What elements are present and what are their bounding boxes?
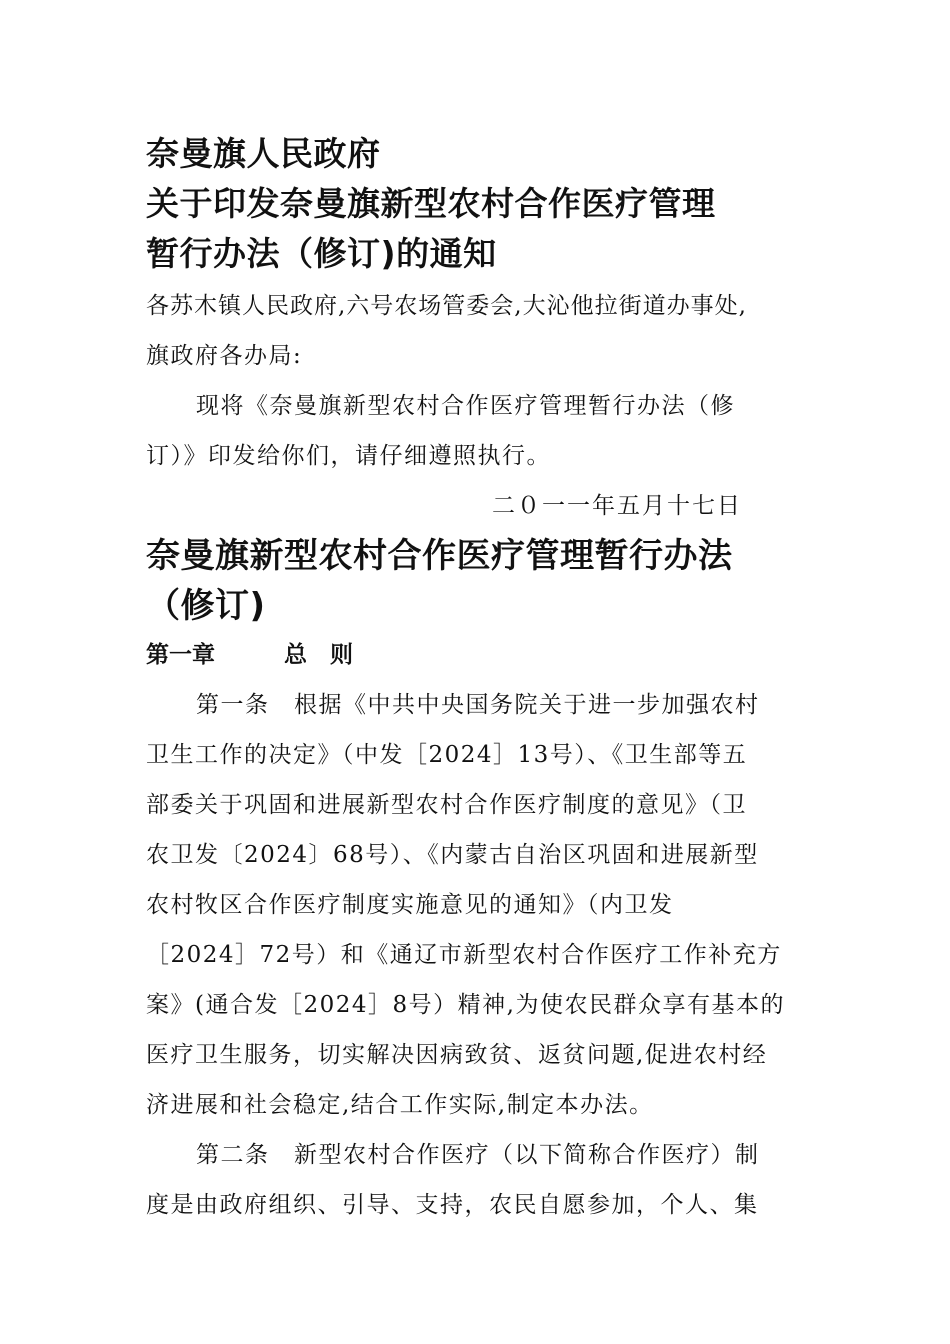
article-line: 济进展和社会稳定,结合工作实际,制定本办法。: [146, 1092, 654, 1118]
article-line: 案》(通合发［2024］8号）精神,为使农民群众享有基本的: [146, 992, 785, 1018]
article-line: 度是由政府组织、引导、支持，农民自愿参加，个人、集: [146, 1192, 759, 1218]
notice-body-line1: 现将《奈曼旗新型农村合作医疗管理暂行办法（修: [196, 393, 735, 419]
chapter-heading: 第一章 总 则: [146, 642, 353, 668]
addressee-line2: 旗政府各办局:: [146, 343, 303, 369]
notice-date: 二０一一年五月十七日: [492, 493, 742, 519]
article-line: 农卫发〔2024〕68号）、《内蒙古自治区巩固和进展新型: [146, 842, 759, 868]
issuer-heading: 奈曼旗人民政府: [146, 134, 381, 173]
notice-title-line2: 暂行办法（修订)的通知: [146, 234, 497, 273]
article-line: 医疗卫生服务，切实解决因病致贫、返贫问题,促进农村经: [146, 1042, 768, 1068]
article-line: 卫生工作的决定》（中发［2024］13号）、《卫生部等五: [146, 742, 748, 768]
article-line: 第二条 新型农村合作医疗（以下简称合作医疗）制: [196, 1142, 760, 1168]
regulation-title-line2: （修订): [146, 586, 266, 626]
article-line: 农村牧区合作医疗制度实施意见的通知》（内卫发: [146, 892, 674, 918]
regulation-title-line1: 奈曼旗新型农村合作医疗管理暂行办法: [146, 536, 733, 576]
addressee-line1: 各苏木镇人民政府,六号农场管委会,大沁他拉街道办事处,: [146, 293, 747, 319]
notice-title-line1: 关于印发奈曼旗新型农村合作医疗管理: [146, 184, 716, 223]
article-line: 部委关于巩固和进展新型农村合作医疗制度的意见》（卫: [146, 792, 747, 818]
article-line: 第一条 根据《中共中央国务院关于进一步加强农村: [196, 692, 760, 718]
article-line: ［2024］72号）和《通辽市新型农村合作医疗工作补充方: [146, 942, 782, 968]
notice-body-line2: 订）》印发给你们，请仔细遵照执行。: [146, 443, 551, 469]
